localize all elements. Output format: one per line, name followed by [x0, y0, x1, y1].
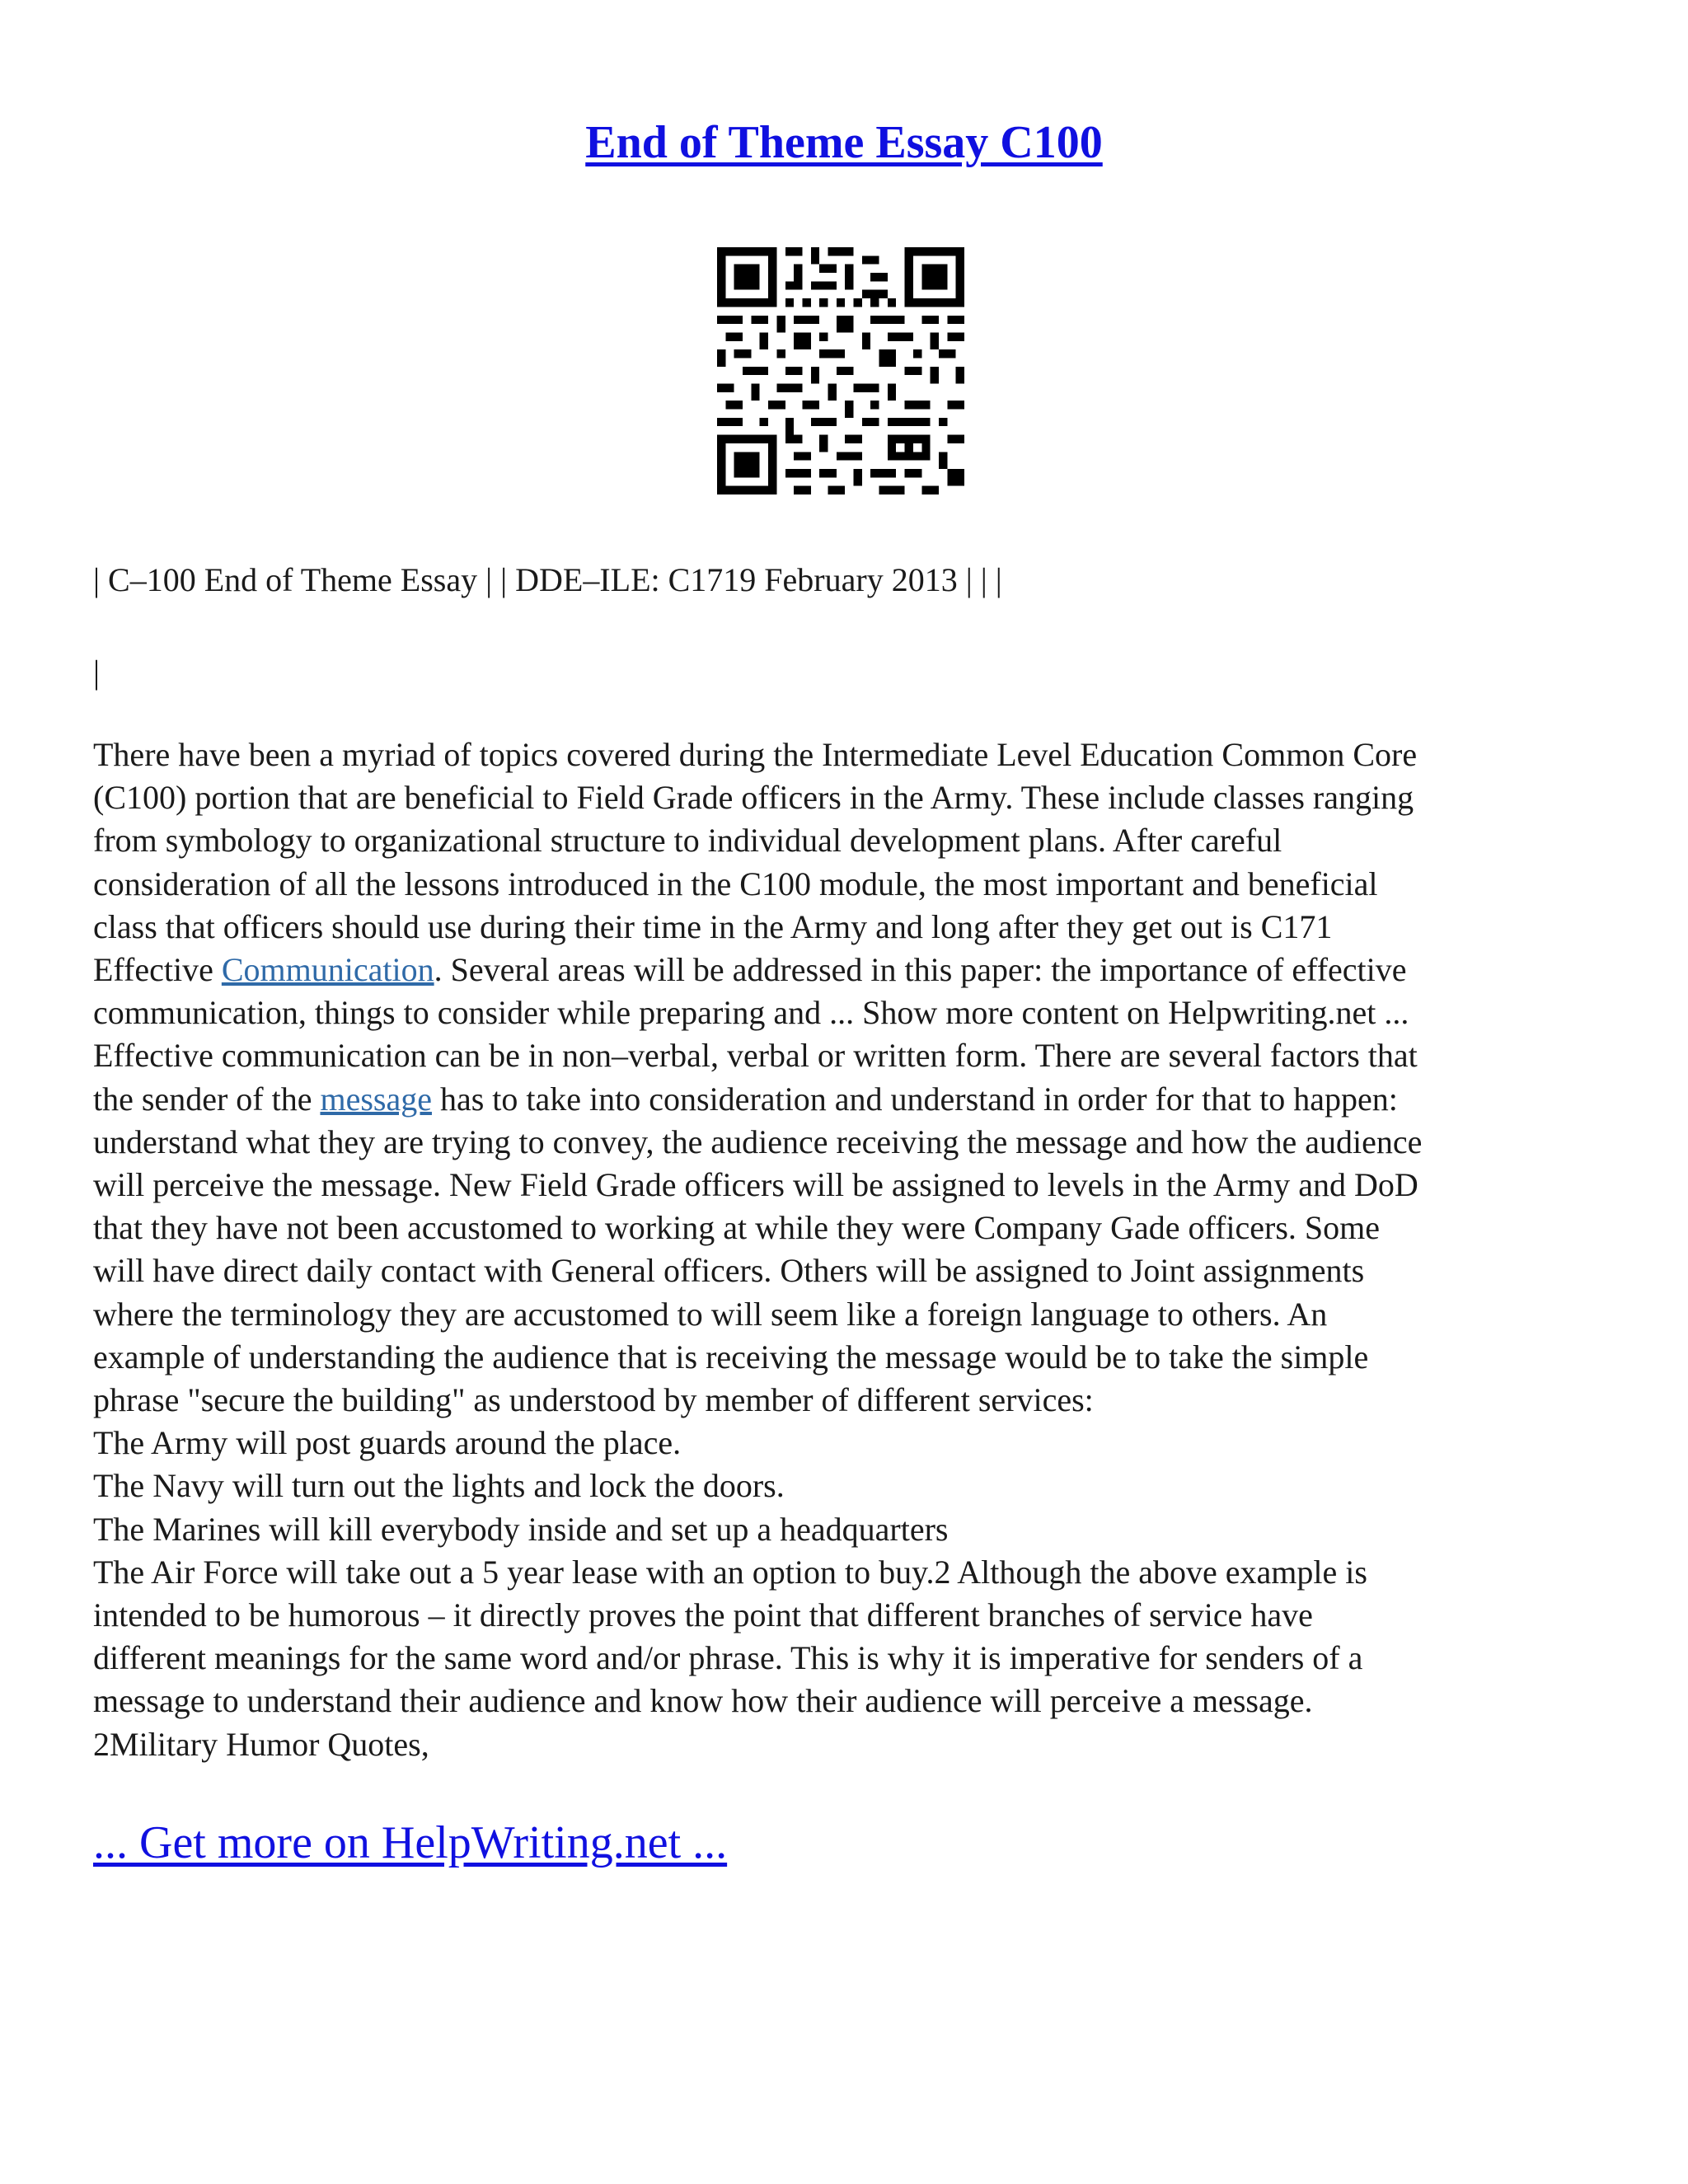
document-title-link[interactable]: End of Theme Essay C100 [585, 117, 1103, 168]
essay-body-part-1: There have been a myriad of topics covered during the Intermediate Level Education Common Core (C100) portion that are beneficial to Field Grade officers in the Army. These include classes ranging from symbology to organizational structure to individual development plans. After careful consideration of all the lessons introduced in the C100 module, the most important and beneficial class that officers should use during their time in the Army and long after they get out is C171 Effective [93, 736, 1418, 989]
message-link[interactable]: message [320, 1080, 432, 1118]
communication-link[interactable]: Communication [221, 951, 434, 989]
essay-body-part-2: . Several areas will be addressed in this paper: the importance of effective communication, things to consider while preparing and ... Show more content on Helpwriting.net ... Effective communication can be in non–verbal, verbal or written form. There are several factors that the sender of the [93, 951, 1418, 1118]
get-more-link[interactable]: ... Get more on HelpWriting.net ... [93, 1817, 728, 1868]
essay-meta-line: | C–100 End of Theme Essay | | DDE–ILE: C1719 February 2013 | | | [93, 561, 1002, 598]
essay-body [93, 733, 1610, 1766]
essay-body-part-3: has to take into consideration and understand in order for that to happen: understand what they are trying to convey, the audience receiving the message and how the audience will perceive the message. New Field Grade officers will be assigned to levels in the Army and DoD that they have not been accustomed to working at while they were Company Gade officers. Some will have direct daily contact with General officers. Others will be assigned to Joint assignments where the terminology they are accustomed to will seem like a foreign language to others. An example of understanding the audience that is receiving the message would be to take the simple phrase "secure the building" as understood by member of different services: The Army will post guards around the place. The Navy will turn out the lights and lock the doors. The Marines will kill everybody inside and set up a headquarters The Air Force will take out a 5 year lease with an option to buy.2 Although the above example is intended to be humorous – it directly proves the point that different branches of service have different meanings for the same word and/or phrase. This is why it is imperative for senders of a message to understand their audience and know how their audience will perceive a message. 2Military Humor Quotes, [93, 1080, 1423, 1763]
qr-code-icon [717, 247, 964, 494]
separator-pipe: | [93, 654, 101, 691]
